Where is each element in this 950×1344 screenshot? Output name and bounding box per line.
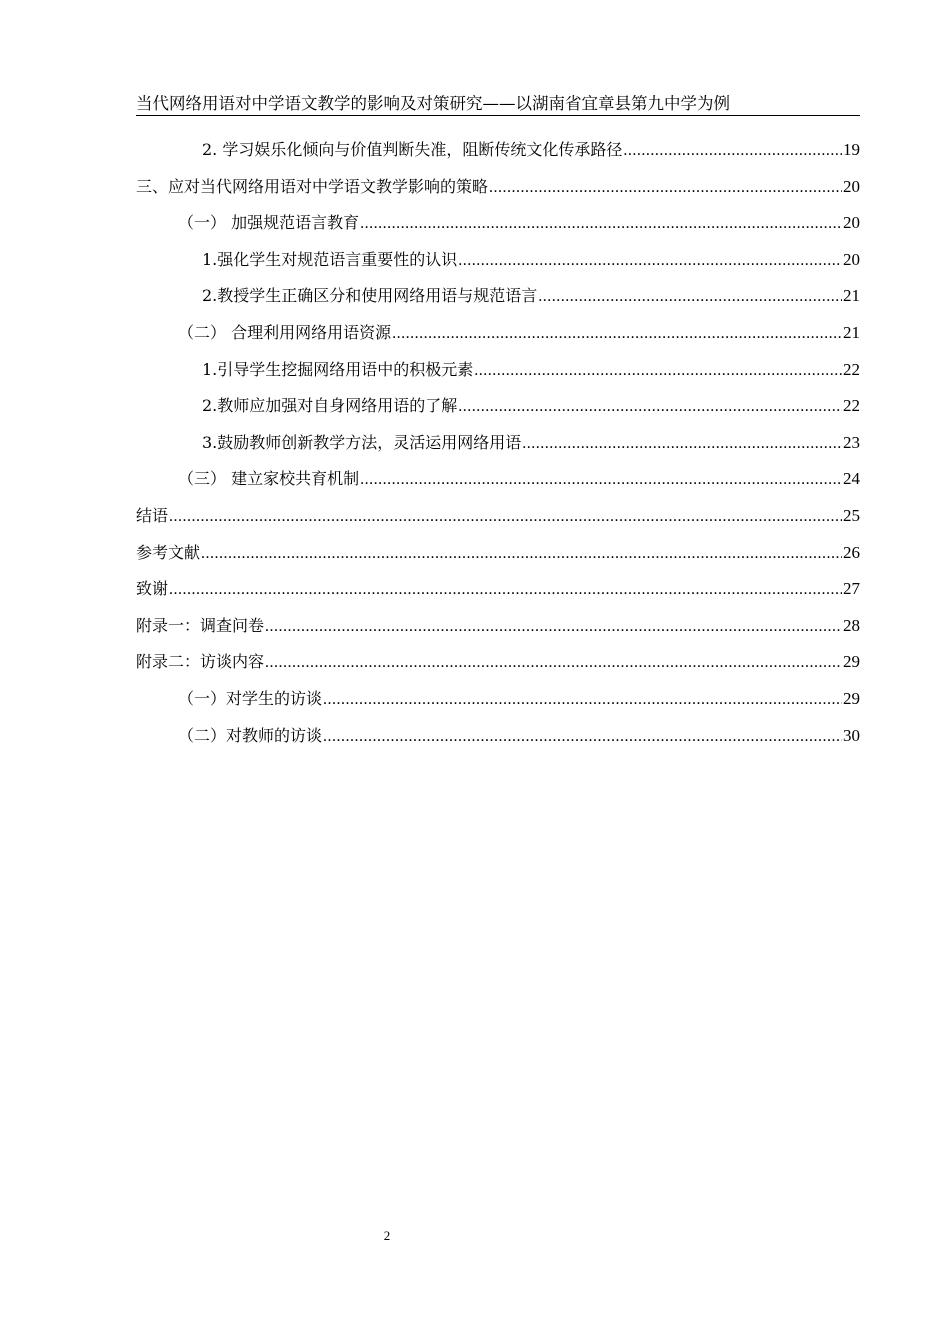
toc-entry-label: （二）对教师的访谈 <box>178 725 323 745</box>
toc-entry-label: （一） 加强规范语言教育 <box>178 213 360 233</box>
toc-dot-leader <box>323 724 842 750</box>
toc-dot-leader <box>360 211 842 237</box>
toc-dot-leader <box>538 284 842 310</box>
toc-entry-page: 22 <box>843 359 860 379</box>
toc-entry <box>136 357 860 394</box>
toc-entry <box>136 503 860 540</box>
toc-entry-label: 1.强化学生对规范语言重要性的认识 <box>202 249 458 269</box>
toc-entry <box>136 723 860 760</box>
toc-entry-label: 3.鼓励教师创新教学方法，灵活运用网络用语 <box>202 432 522 452</box>
toc-entry-page: 21 <box>843 322 860 342</box>
toc-entry <box>136 466 860 503</box>
toc-entry-label: 附录一：调查问卷 <box>136 615 265 635</box>
toc-entry-page: 22 <box>843 396 860 416</box>
toc-entry-label: 附录二：访谈内容 <box>136 652 265 672</box>
toc-entry-page: 27 <box>843 579 860 599</box>
toc-entry-page: 29 <box>843 652 860 672</box>
toc-dot-leader <box>265 614 842 640</box>
toc-entry-page: 30 <box>843 725 860 745</box>
table-of-contents <box>136 137 860 759</box>
toc-entry <box>136 393 860 430</box>
toc-entry <box>136 430 860 467</box>
toc-entry <box>136 540 860 577</box>
toc-entry <box>136 649 860 686</box>
toc-entry-label: 2. 学习娱乐化倾向与价值判断失准，阻断传统文化传承路径 <box>202 140 623 159</box>
toc-entry-page: 21 <box>843 286 860 306</box>
toc-entry-label: 三、应对当代网络用语对中学语文教学影响的策略 <box>136 176 489 196</box>
running-header: 当代网络用语对中学语文教学的影响及对策研究——以湖南省宜章县第九中学为例 <box>136 93 860 116</box>
toc-dot-leader <box>623 138 842 164</box>
toc-entry <box>136 247 860 284</box>
toc-dot-leader <box>360 467 842 493</box>
toc-entry-page: 19 <box>843 140 860 159</box>
toc-dot-leader <box>323 687 842 713</box>
toc-entry-page: 28 <box>843 615 860 635</box>
toc-entry-label: （二） 合理利用网络用语资源 <box>178 322 392 342</box>
toc-entry <box>136 576 860 613</box>
toc-entry-page: 25 <box>843 505 860 525</box>
toc-entry-label: （三） 建立家校共育机制 <box>178 469 360 489</box>
toc-entry <box>136 320 860 357</box>
toc-entry <box>136 613 860 650</box>
toc-entry-page: 20 <box>843 249 860 269</box>
toc-entry-label: 参考文献 <box>136 542 201 562</box>
toc-entry-page: 26 <box>843 542 860 562</box>
page-number: 2 <box>383 1228 391 1243</box>
toc-entry-page: 24 <box>843 469 860 489</box>
toc-dot-leader <box>201 541 842 567</box>
toc-entry-label: 致谢 <box>136 579 169 599</box>
toc-dot-leader <box>169 577 842 603</box>
toc-entry-label: 结语 <box>136 505 169 525</box>
toc-dot-leader <box>458 248 842 274</box>
toc-entry-page: 23 <box>843 432 860 452</box>
toc-dot-leader <box>169 504 842 530</box>
toc-dot-leader <box>458 394 842 420</box>
toc-entry-page: 29 <box>843 688 860 708</box>
toc-entry <box>136 686 860 723</box>
toc-entry-label: 2.教师应加强对自身网络用语的了解 <box>202 396 458 416</box>
toc-dot-leader <box>489 175 842 201</box>
toc-dot-leader <box>392 321 842 347</box>
toc-entry-label: （一）对学生的访谈 <box>178 688 323 708</box>
toc-entry-label: 1.引导学生挖掘网络用语中的积极元素 <box>202 359 474 379</box>
toc-entry <box>136 174 860 211</box>
toc-entry-page: 20 <box>843 213 860 233</box>
toc-dot-leader <box>522 431 842 457</box>
toc-dot-leader <box>474 358 842 384</box>
toc-dot-leader <box>265 650 842 676</box>
toc-entry-page: 20 <box>843 176 860 196</box>
toc-entry-label: 2.教授学生正确区分和使用网络用语与规范语言 <box>202 286 538 306</box>
toc-entry <box>136 283 860 320</box>
toc-entry <box>136 210 860 247</box>
toc-entry <box>136 137 860 174</box>
